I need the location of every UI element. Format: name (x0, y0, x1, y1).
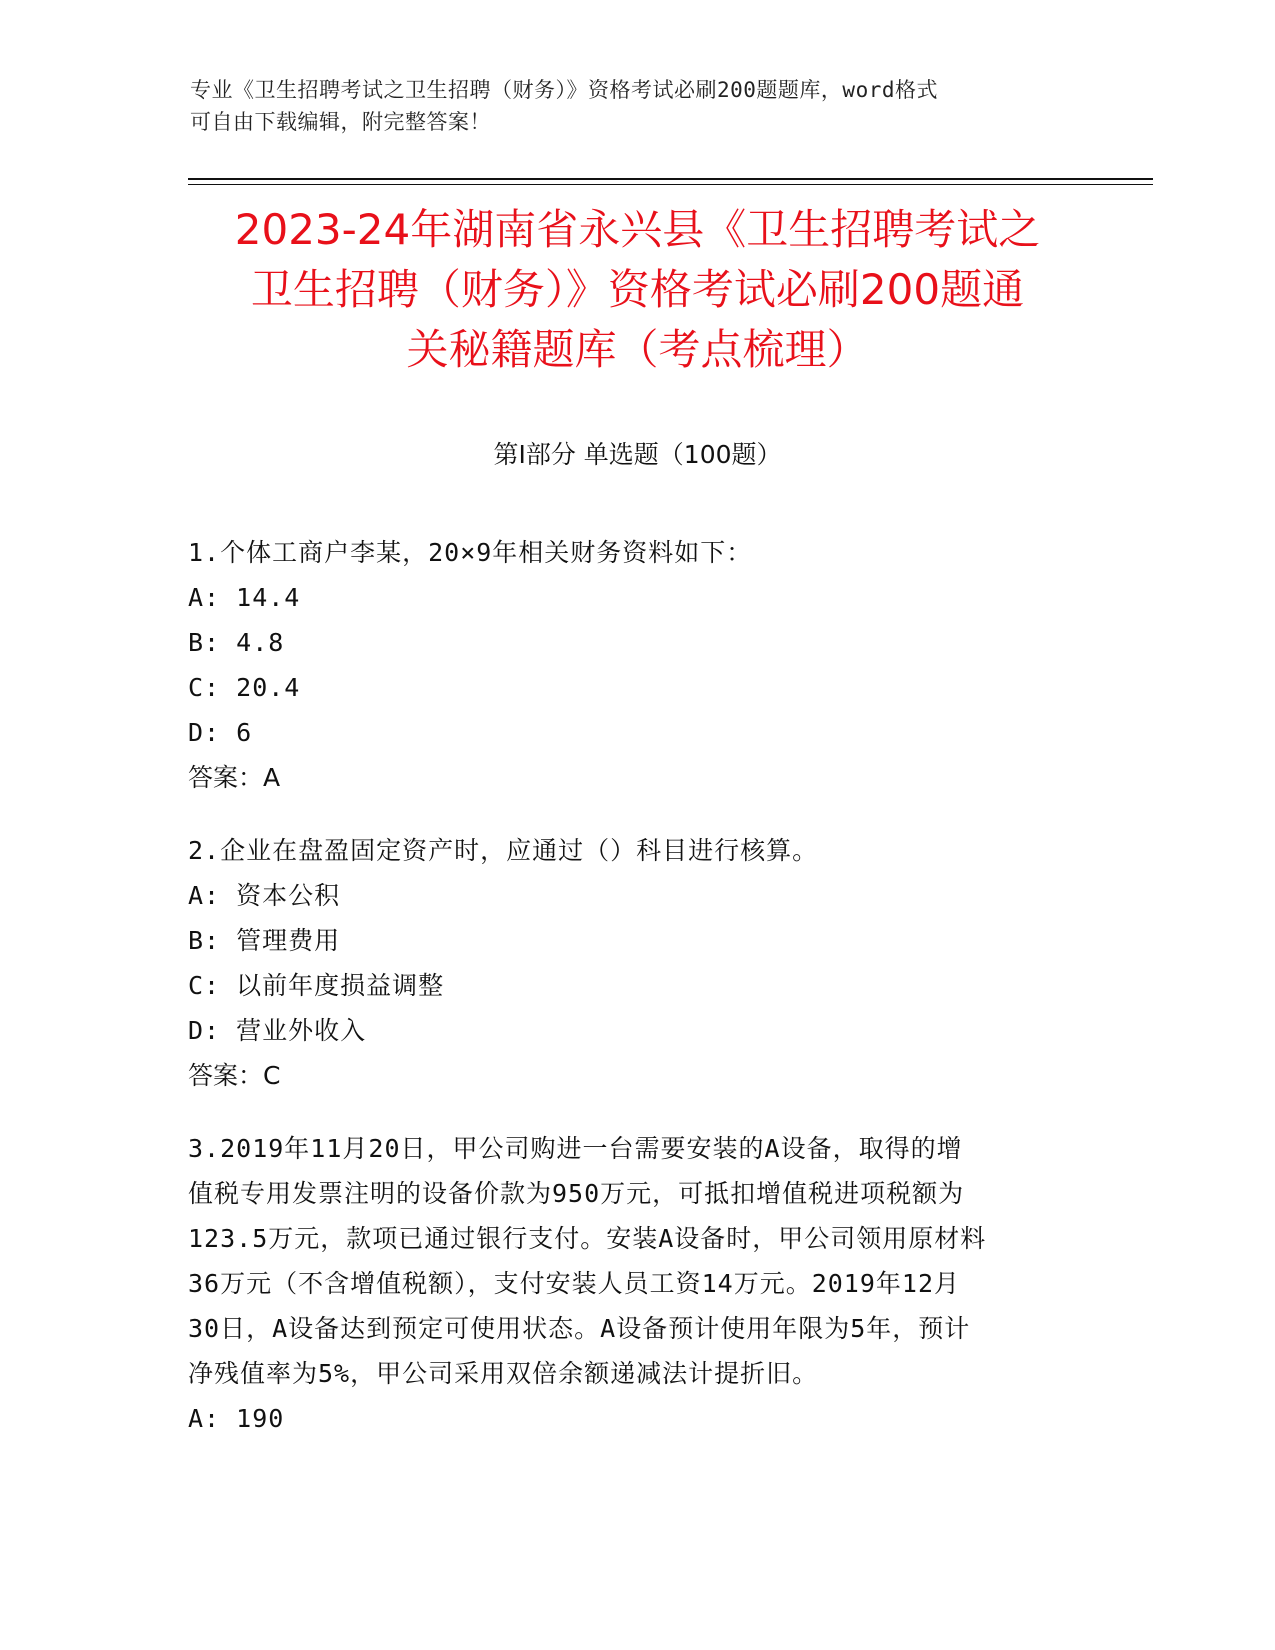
option-c: C: 以前年度损益调整 (188, 971, 445, 1000)
question-1 (188, 530, 1088, 800)
option-d: D: 6 (188, 718, 253, 747)
document-title (150, 200, 1125, 380)
question-3 (188, 1126, 1088, 1441)
option-c: C: 20.4 (188, 673, 301, 702)
question-stem-line: 36万元（不含增值税额），支付安装人员工资14万元。2019年12月 (188, 1269, 961, 1298)
answer-text: 答案：A (188, 763, 281, 792)
answer-text: 答案：C (188, 1061, 281, 1090)
question-list (188, 530, 1088, 1469)
header-note (190, 74, 1070, 138)
section-heading: 第Ⅰ部分 单选题（100题） (493, 440, 782, 469)
question-stem-line: 值税专用发票注明的设备价款为950万元，可抵扣增值税进项税额为 (188, 1179, 965, 1208)
header-note-line-1: 专业《卫生招聘考试之卫生招聘（财务）》资格考试必刷200题题库，word格式 (190, 78, 938, 102)
question-stem: 1.个体工商户李某，20×9年相关财务资料如下： (188, 538, 753, 567)
question-stem-line: 净残值率为5%，甲公司采用双倍余额递减法计提折旧。 (188, 1359, 819, 1388)
question-stem-line: 123.5万元，款项已通过银行支付。安装A设备时，甲公司领用原材料 (188, 1224, 987, 1253)
header-rule-thick (188, 178, 1153, 180)
question-stem-line: 30日，A设备达到预定可使用状态。A设备预计使用年限为5年，预计 (188, 1314, 971, 1343)
option-a: A: 190 (188, 1404, 285, 1433)
header-rule-thin (188, 184, 1153, 185)
option-b: B: 4.8 (188, 628, 285, 657)
question-stem: 2.企业在盘盈固定资产时，应通过（）科目进行核算。 (188, 836, 819, 865)
title-line-2: 卫生招聘（财务）》资格考试必刷200题通 (250, 265, 1025, 314)
option-d: D: 营业外收入 (188, 1016, 367, 1045)
option-a: A: 14.4 (188, 583, 301, 612)
question-2 (188, 828, 1088, 1098)
header-note-line-2: 可自由下载编辑，附完整答案！ (190, 110, 491, 134)
question-stem-line: 3.2019年11月20日，甲公司购进一台需要安装的A设备，取得的增 (188, 1134, 963, 1163)
title-line-1: 2023-24年湖南省永兴县《卫生招聘考试之 (234, 205, 1041, 254)
option-a: A: 资本公积 (188, 881, 341, 910)
title-line-3: 关秘籍题库（考点梳理） (406, 325, 869, 374)
option-b: B: 管理费用 (188, 926, 341, 955)
